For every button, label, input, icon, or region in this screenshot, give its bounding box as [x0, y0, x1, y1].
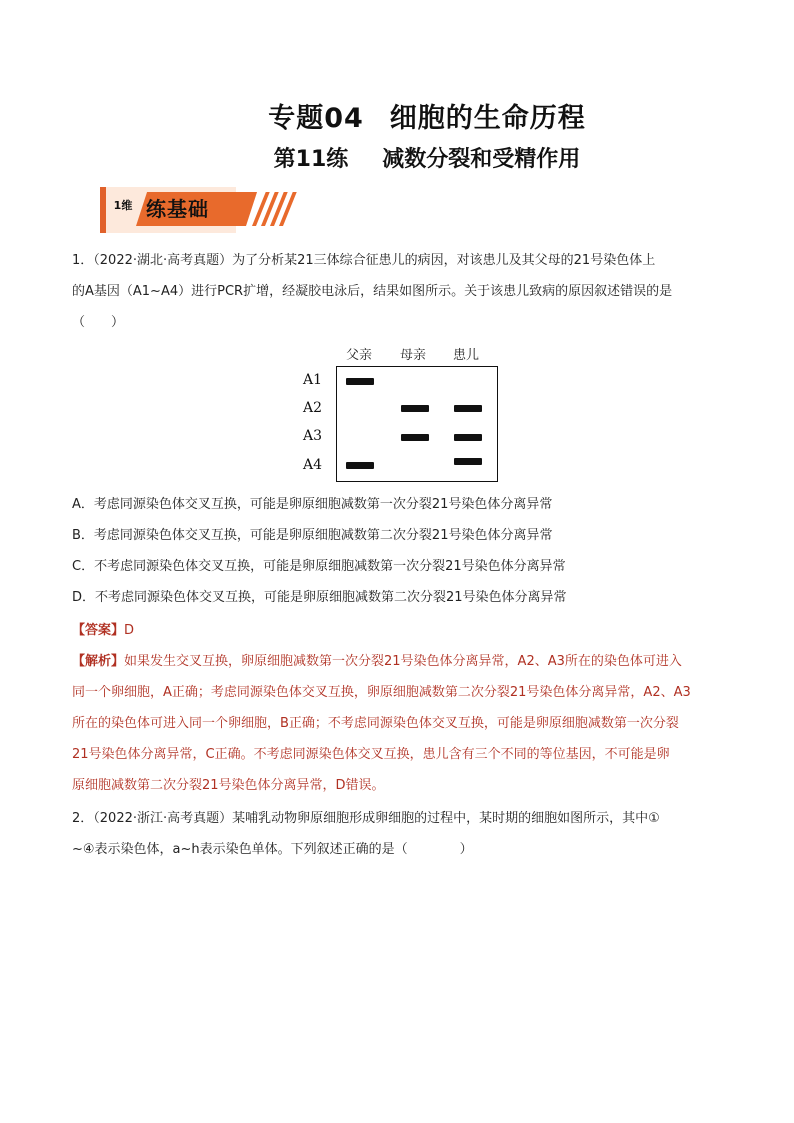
q1-analysis-line-1 [72, 646, 724, 677]
q1-option-c: C．不考虑同源染色体交叉互换，可能是卵原细胞减数第一次分裂21号染色体分离异常 [72, 559, 566, 574]
question-2-stem [72, 803, 724, 865]
band-mother-a2 [401, 405, 429, 412]
q1-stem-line-2: 的A基因（A1~A4）进行PCR扩增，经凝胶电泳后，结果如图所示。关于该患儿致病的原因叙述错误的是 [72, 284, 673, 299]
q2-stem-line-2: ~④表示染色体，a~h表示染色单体。下列叙述正确的是（ ） [72, 842, 473, 857]
q1-option-b: B．考虑同源染色体交叉互换，可能是卵原细胞减数第二次分裂21号染色体分离异常 [72, 528, 553, 543]
subtitle-lesson-name: 减数分裂和受精作用 [382, 147, 581, 172]
q1-stem-line-3: （ ） [72, 315, 125, 330]
band-child-a4 [454, 458, 482, 465]
q1-option-d: D．不考虑同源染色体交叉互换，可能是卵原细胞减数第二次分裂21号染色体分离异常 [72, 590, 567, 605]
document-subtitle [30, 142, 794, 173]
analysis-text-1: 如果发生交叉互换，卵原细胞减数第一次分裂21号染色体分离异常，A2、A3所在的染色体可进入 [124, 654, 682, 669]
question-1-options [72, 489, 724, 613]
q1-analysis-line-2: 同一个卵细胞，A正确；考虑同源染色体交叉互换，卵原细胞减数第二次分裂21号染色体分离异常，A2、A3 [72, 685, 691, 700]
figure-column-father: 父亲 [346, 348, 373, 363]
q2-stem-line-1: 2．（2022·浙江·高考真题）某哺乳动物卵原细胞形成卵细胞的过程中，某时期的细胞如图所示，其中① [72, 811, 660, 826]
q1-analysis-line-4: 21号染色体分离异常，C正确。不考虑同源染色体交叉互换，患儿含有三个不同的等位基因，不可能是卵 [72, 747, 670, 762]
figure-row-a2: A2 [303, 400, 323, 416]
figure-row-a4: A4 [303, 457, 323, 473]
figure-row-a3: A3 [303, 428, 323, 444]
q1-stem-line-1: 1．（2022·湖北·高考真题）为了分析某21三体综合征患儿的病因，对该患儿及其父母的21号染色体上 [72, 253, 656, 268]
title-topic-name: 细胞的生命历程 [389, 103, 586, 134]
figure-column-mother: 母亲 [400, 348, 427, 363]
section-banner [100, 187, 285, 233]
document-title [30, 96, 794, 135]
answer-label: 【答案】 [72, 623, 125, 638]
band-child-a2 [454, 405, 482, 412]
figure-column-child: 患儿 [453, 348, 480, 363]
title-topic-number: 专题04 [268, 103, 364, 134]
subtitle-lesson-number: 第11练 [273, 147, 349, 172]
answer-value: D [124, 623, 135, 638]
figure-row-a1: A1 [303, 372, 323, 388]
analysis-label: 【解析】 [72, 654, 125, 669]
q1-answer-line [72, 615, 724, 646]
section-badge: 1维 [113, 199, 133, 212]
q1-analysis-line-5: 原细胞减数第二次分裂21号染色体分离异常，D错误。 [72, 778, 385, 793]
q1-option-a: A．考虑同源染色体交叉互换，可能是卵原细胞减数第一次分裂21号染色体分离异常 [72, 497, 553, 512]
question-1-stem [72, 245, 724, 338]
band-father-a1 [346, 378, 374, 385]
section-label: 练基础 [146, 197, 209, 221]
q1-analysis-line-3: 所在的染色体可进入同一个卵细胞，B正确；不考虑同源染色体交叉互换，可能是卵原细胞减数第一次分裂 [72, 716, 679, 731]
question-1-answer [72, 615, 724, 801]
band-mother-a3 [401, 434, 429, 441]
band-father-a4 [346, 462, 374, 469]
band-child-a3 [454, 434, 482, 441]
electrophoresis-figure [300, 342, 510, 482]
